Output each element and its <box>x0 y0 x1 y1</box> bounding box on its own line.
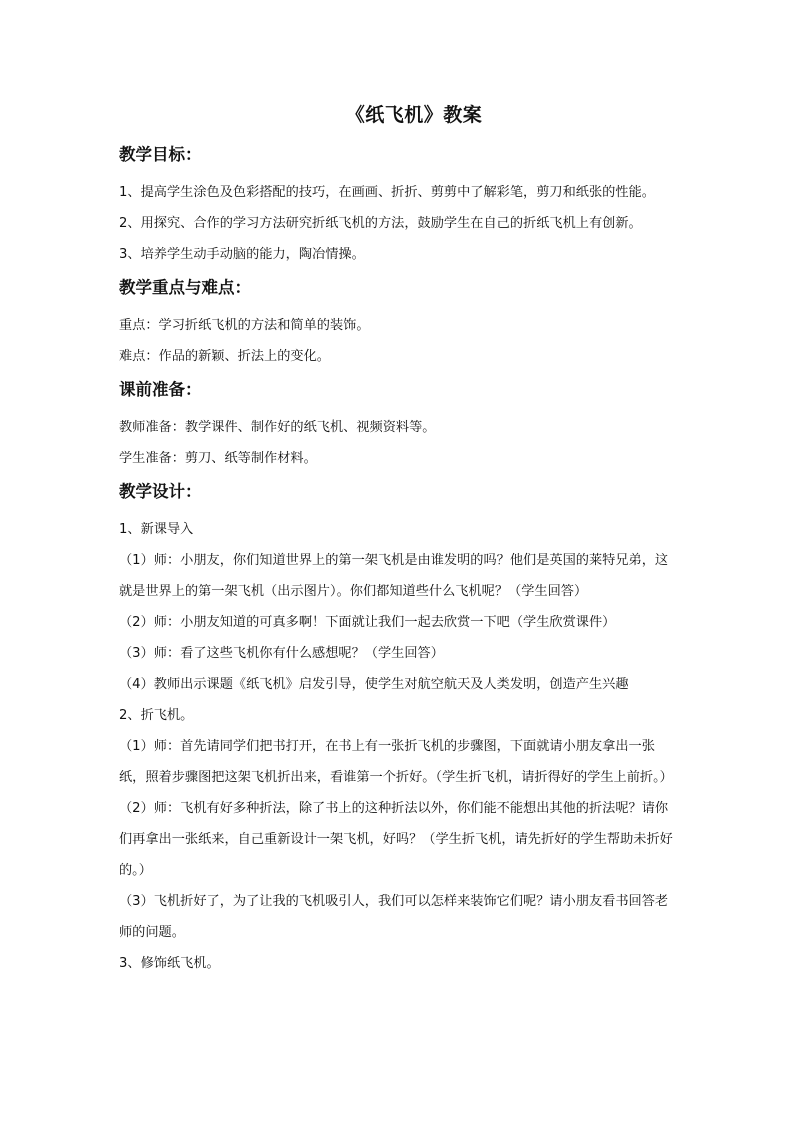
section-preparation <box>119 378 679 474</box>
paragraph: 教师准备：教学课件、制作好的纸飞机、视频资料等。 <box>119 420 436 435</box>
paragraph: 重点：学习折纸飞机的方法和简单的装饰。 <box>119 318 370 333</box>
section-design <box>119 480 679 979</box>
section-heading: 课前准备： <box>119 380 202 399</box>
section-objectives <box>119 143 679 270</box>
section-keypoints <box>119 276 679 372</box>
paragraph: （1）师：首先请同学们把书打开，在书上有一张折飞机的步骤图，下面就请小朋友拿出一张纸，照着步骤图把这架飞机折出来，看谁第一个折好。（学生折飞机，请折得好的学生上前折。） <box>119 739 673 785</box>
paragraph: 2、折飞机。 <box>119 708 194 723</box>
section-heading: 教学目标： <box>119 145 202 164</box>
paragraph: （2）师：飞机有好多种折法，除了书上的这种折法以外，你们能不能想出其他的折法呢？请你们再拿出一张纸来，自己重新设计一架飞机，好吗？（学生折飞机，请先折好的学生帮助未折好的。） <box>119 801 673 878</box>
paragraph: 学生准备：剪刀、纸等制作材料。 <box>119 451 317 466</box>
document-page <box>119 100 679 985</box>
paragraph: 3、修饰纸飞机。 <box>119 956 220 971</box>
paragraph: 1、提高学生涂色及色彩搭配的技巧，在画画、折折、剪剪中了解彩笔，剪刀和纸张的性能。 <box>119 185 655 200</box>
document-title: 《纸飞机》教案 <box>345 104 483 126</box>
section-heading: 教学设计： <box>119 482 202 501</box>
paragraph: 3、培养学生动手动脑的能力，陶冶情操。 <box>119 247 365 262</box>
section-heading: 教学重点与难点： <box>119 278 251 297</box>
paragraph: （1）师：小朋友，你们知道世界上的第一架飞机是由谁发明的吗？他们是英国的莱特兄弟，这就是世界上的第一架飞机（出示图片）。你们都知道些什么飞机呢？（学生回答） <box>119 553 669 599</box>
paragraph: （4）教师出示课题《纸飞机》启发引导，使学生对航空航天及人类发明，创造产生兴趣 <box>119 677 629 692</box>
paragraph: 1、新课导入 <box>119 522 194 537</box>
paragraph: 2、用探究、合作的学习方法研究折纸飞机的方法，鼓励学生在自己的折纸飞机上有创新。 <box>119 216 642 231</box>
paragraph: （3）飞机折好了，为了让我的飞机吸引人，我们可以怎样来装饰它们呢？请小朋友看书回答老师的问题。 <box>119 894 669 940</box>
paragraph: 难点：作品的新颖、折法上的变化。 <box>119 349 330 364</box>
paragraph: （2）师：小朋友知道的可真多啊！下面就让我们一起去欣赏一下吧（学生欣赏课件） <box>119 615 616 630</box>
paragraph: （3）师：看了这些飞机你有什么感想呢？（学生回答） <box>119 646 444 661</box>
